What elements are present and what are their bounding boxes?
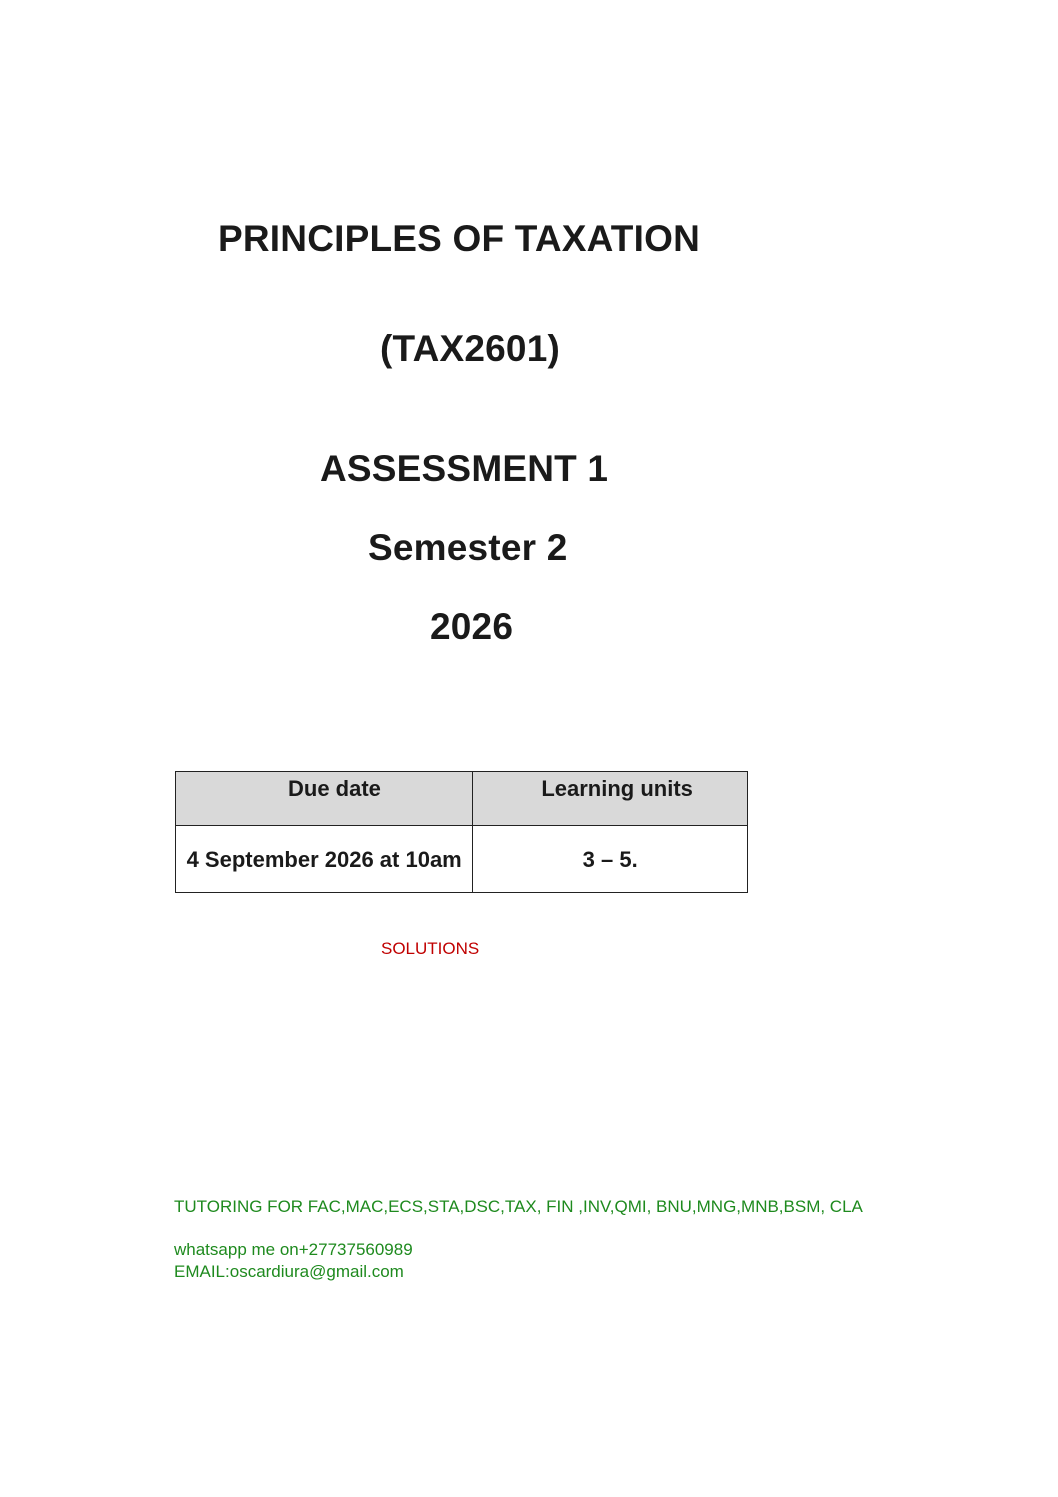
whatsapp-contact: whatsapp me on+27737560989	[174, 1240, 413, 1259]
header-due-date: Due date	[176, 772, 473, 826]
due-date-table	[175, 771, 748, 893]
email-contact: EMAIL:oscardiura@gmail.com	[174, 1262, 404, 1281]
assessment-title: ASSESSMENT 1	[320, 448, 609, 489]
course-code: (TAX2601)	[380, 328, 561, 369]
header-learning-units: Learning units	[473, 772, 748, 826]
tutoring-text: TUTORING FOR FAC,MAC,ECS,STA,DSC,TAX, FIN ,INV,QMI, BNU,MNG,MNB,BSM, CLA	[174, 1197, 863, 1216]
table-row	[176, 826, 748, 893]
due-date-value: 4 September 2026 at 10am	[176, 826, 473, 893]
solutions-label: SOLUTIONS	[381, 939, 480, 958]
course-title: PRINCIPLES OF TAXATION	[218, 218, 700, 259]
year-label: 2026	[430, 606, 514, 647]
semester-label: Semester 2	[368, 527, 568, 568]
learning-units-value: 3 – 5.	[473, 826, 748, 893]
table-header-row	[176, 772, 748, 826]
